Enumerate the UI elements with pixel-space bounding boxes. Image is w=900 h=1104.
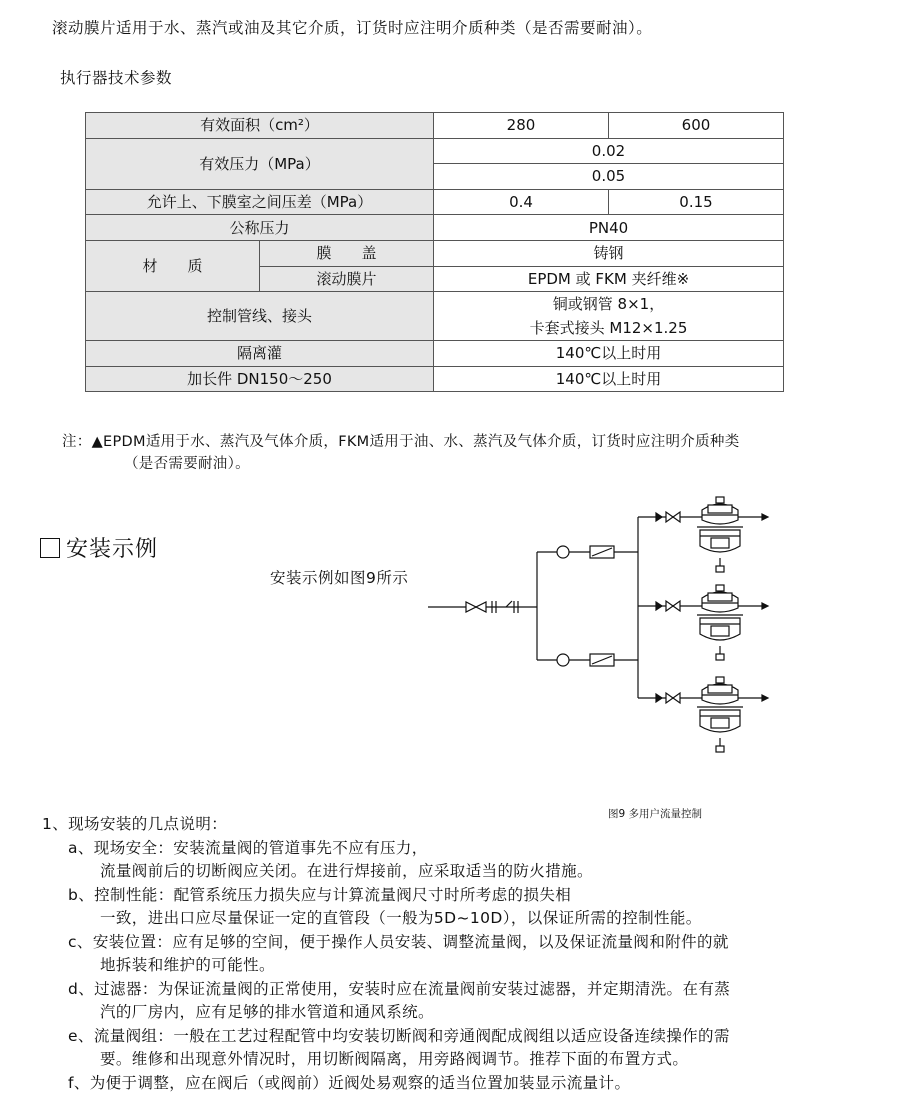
flow-controller-icon	[697, 497, 743, 572]
table-row	[86, 341, 784, 367]
control-value-line-2: 卡套式接头 M12×1.25	[529, 319, 688, 338]
footnote-line-2: （是否需要耐油）。	[124, 456, 250, 472]
figure-caption: 图9 多用户流量控制	[608, 808, 703, 820]
nominal-value: PN40	[434, 215, 784, 241]
note-d-line-2: 汽的厂房内，应有足够的排水管道和通风系统。	[100, 1003, 434, 1021]
spec-title: 执行器技术参数	[60, 69, 173, 87]
note-b-line-1: b、控制性能：配管系统压力损失应与计算流量阀尺寸时所考虑的损失相	[68, 885, 572, 904]
control-value	[434, 292, 784, 341]
area-label: 有效面积（cm²）	[86, 113, 434, 139]
intro-text: 滚动膜片适用于水、蒸汽或油及其它介质，订货时应注明介质种类（是否需要耐油）。	[52, 19, 653, 37]
pressure-value-2: 0.05	[434, 164, 784, 190]
isolation-value: 140℃以上时用	[434, 341, 784, 367]
table-row	[86, 189, 784, 215]
multi-user-flow-diagram	[420, 488, 780, 788]
note-e-line-1: e、流量阀组：一般在工艺过程配管中均安装切断阀和旁通阀配成阀组以适应设备连续操作的需	[68, 1026, 730, 1045]
material-label: 材 质	[86, 240, 260, 291]
note-a-line-2: 流量阀前后的切断阀应关闭。在进行焊接前，应采取适当的防火措施。	[100, 862, 593, 880]
note-b-line-2: 一致，进出口应尽量保证一定的直管段（一般为5D~10D），以保证所需的控制性能。	[100, 909, 702, 927]
note-c-line-2: 地拆装和维护的可能性。	[100, 956, 275, 974]
membrane-value: EPDM 或 FKM 夹纤维※	[434, 266, 784, 292]
table-row	[86, 292, 784, 341]
pressure-label: 有效压力（MPa）	[86, 138, 434, 189]
install-title: 安装示例	[66, 537, 159, 562]
diff-value-2: 0.15	[609, 189, 784, 215]
diff-value-1: 0.4	[434, 189, 609, 215]
nominal-label: 公称压力	[86, 215, 434, 241]
extension-value: 140℃以上时用	[434, 366, 784, 392]
note-a-line-1: a、现场安全：安装流量阀的管道事先不应有压力，	[68, 838, 428, 857]
branch-valve-icon	[666, 512, 680, 703]
area-600: 600	[609, 113, 784, 139]
table-row	[86, 138, 784, 164]
table-row	[86, 215, 784, 241]
area-280: 280	[434, 113, 609, 139]
flow-meter-icon	[557, 546, 569, 558]
note-f-line-1: f、为便于调整，应在阀后（或阀前）近阀处易观察的适当位置加装显示流量计。	[68, 1073, 631, 1092]
extension-label: 加长件 DN150～250	[86, 366, 434, 392]
installation-notes	[42, 813, 730, 1095]
table-row	[86, 113, 784, 139]
flow-controller-icon	[697, 585, 743, 660]
table-row	[86, 366, 784, 392]
checkbox-square-icon	[40, 538, 60, 558]
install-heading	[40, 532, 158, 563]
notes-heading: 1、现场安装的几点说明：	[42, 815, 228, 833]
pressure-value-1: 0.02	[434, 138, 784, 164]
footnote-line-1: 注：▲EPDM适用于水、蒸汽及气体介质，FKM适用于油、水、蒸汽及气体介质，订货时应注明介质种类	[62, 434, 740, 450]
flow-controller-icon	[697, 677, 743, 752]
actuator-spec-table	[85, 112, 784, 392]
control-label: 控制管线、接头	[86, 292, 434, 341]
flow-meter-icon	[557, 654, 569, 666]
inlet-valve-icon	[466, 602, 486, 612]
note-d-line-1: d、过滤器：为保证流量阀的正常使用，安装时应在流量阀前安装过滤器，并定期清洗。在有蒸	[68, 979, 731, 998]
table-row	[86, 240, 784, 266]
cover-value: 铸钢	[434, 240, 784, 266]
diff-label: 允许上、下膜室之间压差（MPa）	[86, 189, 434, 215]
note-e-line-2: 要。维修和出现意外情况时，用切断阀隔离，用旁路阀调节。推荐下面的布置方式。	[100, 1050, 689, 1068]
table-footnote	[62, 431, 740, 475]
note-c-line-1: c、安装位置：应有足够的空间，便于操作人员安装、调整流量阀，以及保证流量阀和附件的就	[68, 932, 729, 951]
cover-label: 膜 盖	[260, 240, 434, 266]
membrane-label: 滚动膜片	[260, 266, 434, 292]
install-subtitle: 安装示例如图9所示	[270, 569, 409, 587]
isolation-label: 隔离灌	[86, 341, 434, 367]
control-value-line-1: 铜或钢管 8×1，	[552, 295, 665, 314]
